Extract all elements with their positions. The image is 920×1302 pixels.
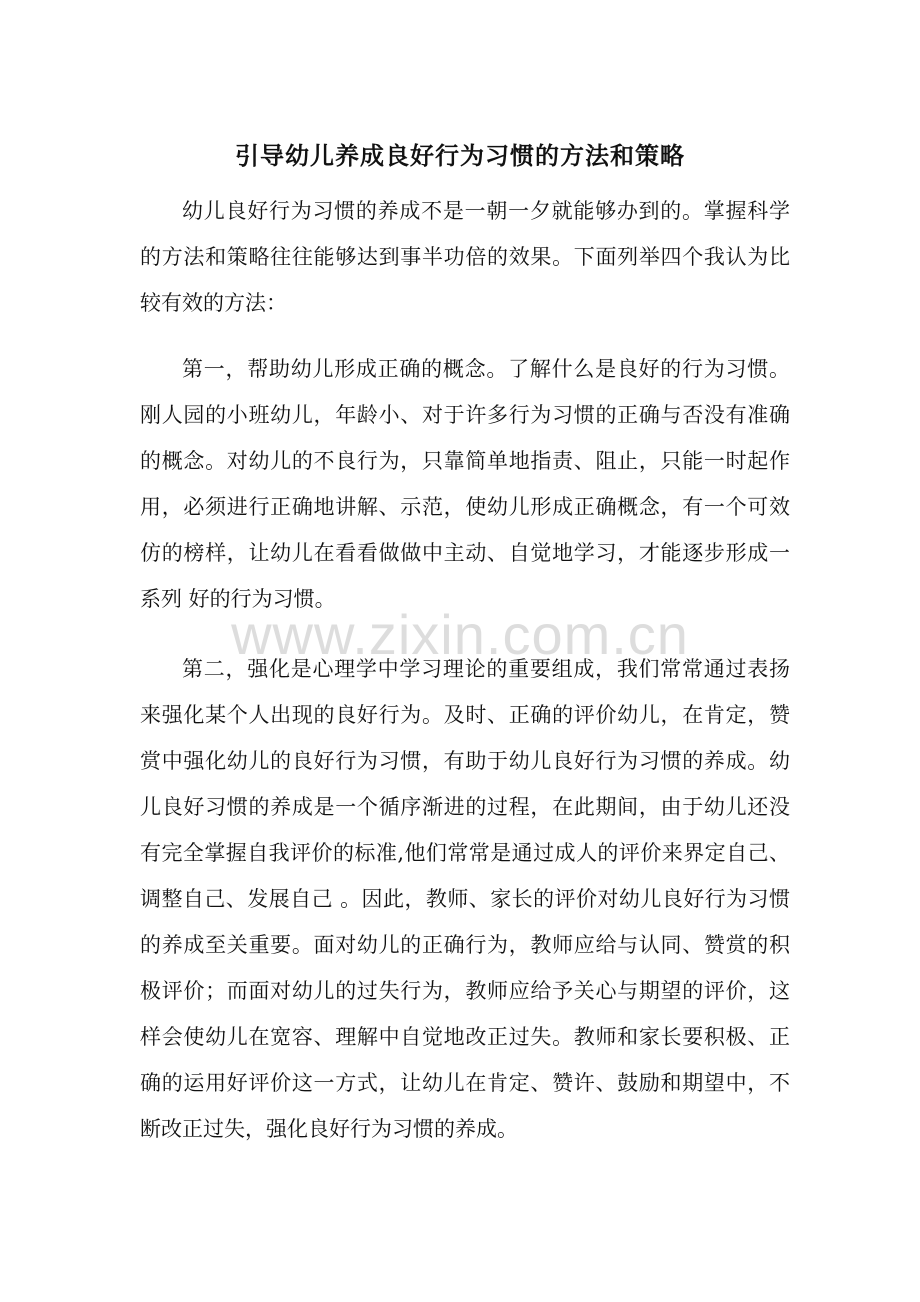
paragraph-text: 幼儿良好行为习惯的养成不是一朝一夕就能够办到的。掌握科学的方法和策略往往能够达到事半功倍的效果。下面列举四个我认为比较有效的方法： — [140, 199, 790, 315]
paragraph-second-method — [140, 646, 790, 1152]
watermark: www.zixin.com.cn — [231, 603, 689, 666]
document-title: 引导幼儿养成良好行为习惯的方法和策略 — [235, 141, 685, 170]
paragraph-text: 第一，帮助幼儿形成正确的概念。了解什么是良好的行为习惯。刚人园的小班幼儿，年龄小、对于许多行为习惯的正确与否没有准确的概念。对幼儿的不良行为，只靠简单地指责、阻止，只能一时起作用，必须进行正确地讲解、示范，使幼儿形成正确概念，有一个可效仿的榜样，让幼儿在看看做做中主动、自觉地学习，才能逐步形成一系列 好的行为习惯。 — [140, 357, 790, 611]
paragraph-text: 第二，强化是心理学中学习理论的重要组成，我们常常通过表扬来强化某个人出现的良好行为。及时、正确的评价幼儿，在肯定，赞赏中强化幼儿的良好行为习惯，有助于幼儿良好行为习惯的养成。幼儿良好习惯的养成是一个循序渐进的过程，在此期间，由于幼儿还没有完全掌握自我评价的标准,他们常常是通过成人的评价来界定自己、调整自己、发展自己 。因此，教师、家长的评价对幼儿良好行为习惯的养成至关重要。面对幼儿的正确行为，教师应给与认同、赞赏的积极评价；而面对幼儿的过失行为，教师应给予关心与期望的评价，这样会使幼儿在宽容、理解中自觉地改正过失。教师和家长要积极、正确的运用好评价这一方式，让幼儿在肯定、赞许、鼓励和期望中，不断改正过失，强化良好行为习惯的养成。 — [140, 657, 790, 1141]
paragraph-first-method — [140, 346, 790, 622]
paragraph-intro — [140, 188, 790, 326]
